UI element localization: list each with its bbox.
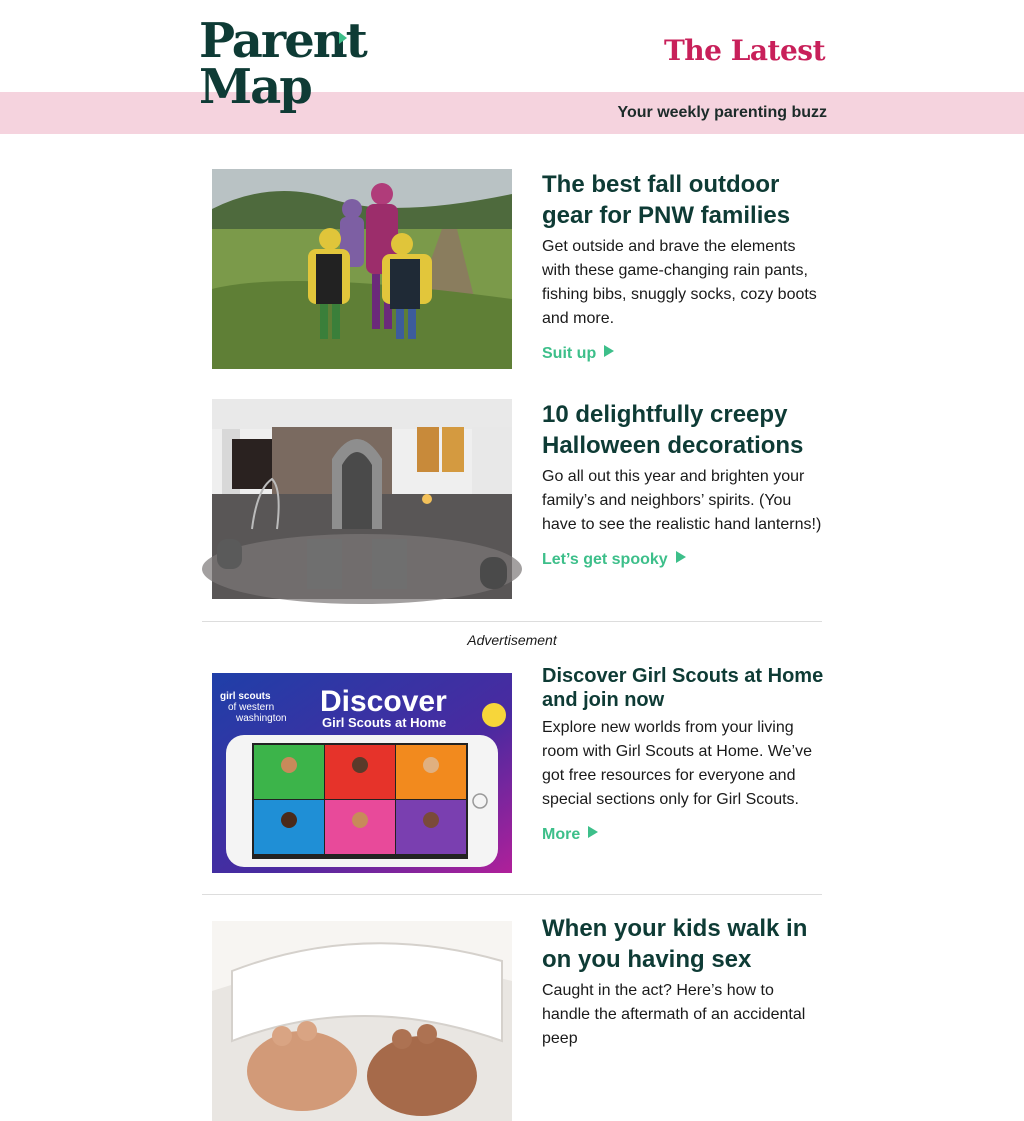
divider	[202, 894, 822, 895]
tagline: Your weekly parenting buzz	[617, 104, 827, 121]
ad-description: Explore new worlds from your living room with Girl Scouts at Home. We’ve got free resources for everyone and special sections only for Girl Scouts.	[542, 719, 813, 808]
cta-label: Let’s get spooky	[542, 551, 668, 568]
article-card-halloween	[212, 399, 824, 599]
article-description: Caught in the act? Here’s how to handle the aftermath of an accidental peep	[542, 982, 806, 1047]
ad-subhead: Girl Scouts at Home	[322, 715, 447, 730]
ad-org-name-line1: girl scouts	[220, 691, 271, 702]
article-title[interactable]: 10 delightfully creepy Halloween decorations	[542, 401, 804, 459]
logo-word-map: Map	[199, 59, 311, 115]
article-image-family-rain[interactable]	[212, 169, 512, 369]
article-text	[542, 399, 824, 569]
cta-label: Suit up	[542, 345, 597, 362]
article-text	[542, 169, 824, 363]
ad-text	[542, 664, 824, 844]
suit-up-link[interactable]	[542, 345, 614, 363]
ad-org-name-line2: of western	[228, 702, 275, 713]
article-card-kids-walk-in	[212, 913, 824, 1047]
divider	[202, 621, 822, 622]
article-text	[542, 913, 824, 1051]
parentmap-logo[interactable]	[199, 13, 366, 122]
ad-title[interactable]: Discover Girl Scouts at Home and join now	[542, 665, 824, 711]
article-card-fall-gear	[212, 169, 824, 369]
play-arrow-icon	[339, 32, 347, 44]
article-description: Go all out this year and brighten your family’s and neighbors’ spirits. (You have to see the realistic hand lanterns!)	[542, 468, 822, 533]
logo-word-parent: Parent	[199, 13, 366, 69]
article-image-feet-under-blanket[interactable]	[212, 921, 512, 1024]
ad-image-girl-scouts[interactable]	[212, 673, 512, 873]
play-arrow-icon	[604, 345, 614, 357]
get-spooky-link[interactable]	[542, 551, 686, 569]
advertisement-label: Advertisement	[467, 632, 557, 648]
article-description: Get outside and brave the elements with these game-changing rain pants, fishing bibs, snuggly socks, cozy boots and more.	[542, 238, 817, 327]
newsletter-name: The Latest	[663, 34, 825, 67]
cta-label: More	[542, 826, 581, 843]
ad-org-name-line3: washington	[236, 713, 287, 724]
play-arrow-icon	[676, 551, 686, 563]
article-image-halloween-porch[interactable]	[212, 399, 512, 599]
article-title[interactable]: The best fall outdoor gear for PNW families	[542, 171, 791, 229]
tagline-band	[0, 92, 1024, 134]
article-title[interactable]: When your kids walk in on you having sex	[542, 915, 808, 973]
ad-card-girl-scouts	[212, 664, 824, 873]
play-arrow-icon	[588, 826, 598, 838]
more-link[interactable]	[542, 826, 598, 844]
ad-headline: Discover	[320, 685, 447, 718]
